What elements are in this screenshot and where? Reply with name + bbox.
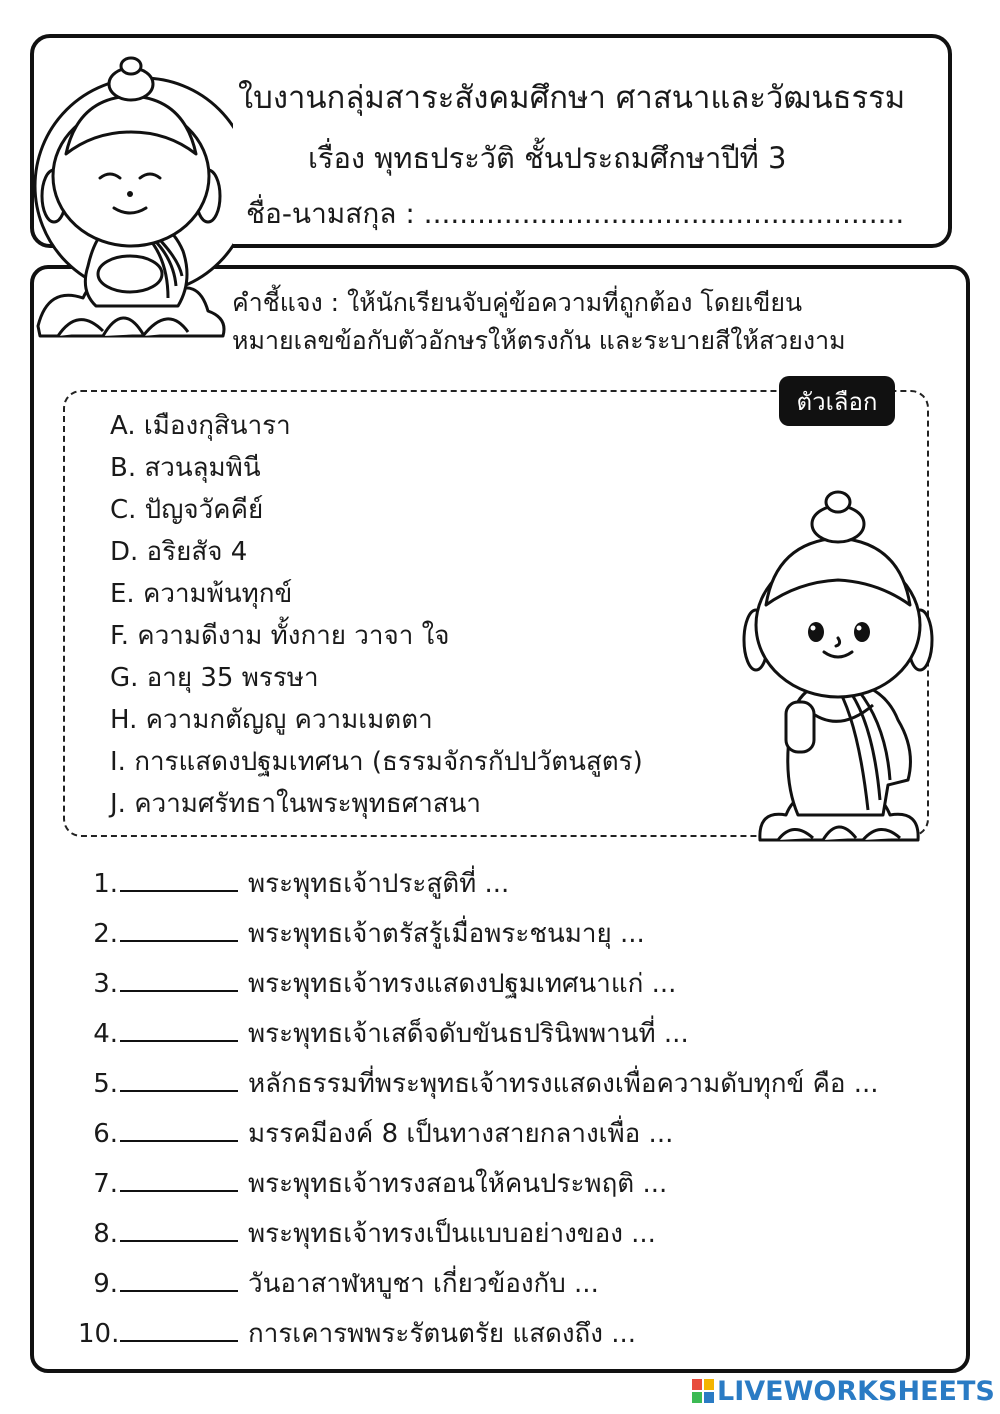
option-i: I. การแสดงปฐมเทศนา (ธรรมจักรกัปปวัตนสูตร) bbox=[110, 747, 643, 777]
option-d: D. อริยสัจ 4 bbox=[110, 537, 248, 567]
standing-monk-illustration bbox=[738, 480, 938, 860]
liveworksheets-brand bbox=[692, 1374, 995, 1408]
question-1 bbox=[78, 864, 509, 904]
option-c: C. ปัญจวัคคีย์ bbox=[110, 495, 264, 525]
question-text: พระพุทธเจ้าเสด็จดับขันธปรินิพพานที่ ... bbox=[248, 1019, 689, 1049]
question-number: 10. bbox=[78, 1319, 120, 1349]
question-4 bbox=[78, 1014, 689, 1054]
worksheet-subtitle: เรื่อง พุทธประวัติ ชั้นประถมศึกษาปีที่ 3 bbox=[308, 141, 787, 175]
question-3 bbox=[78, 964, 676, 1004]
question-10 bbox=[78, 1314, 636, 1354]
options-badge: ตัวเลือก bbox=[779, 376, 895, 426]
question-text: มรรคมีองค์ 8 เป็นทางสายกลางเพื่อ ... bbox=[248, 1119, 674, 1149]
question-5 bbox=[78, 1064, 879, 1104]
name-field-label: ชื่อ-นามสกุล : ...................................................... bbox=[246, 197, 905, 230]
answer-blank[interactable] bbox=[120, 1114, 238, 1142]
question-number: 3. bbox=[93, 969, 118, 999]
answer-blank[interactable] bbox=[120, 864, 238, 892]
question-text: พระพุทธเจ้าตรัสรู้เมื่อพระชนมายุ ... bbox=[248, 919, 645, 949]
answer-blank[interactable] bbox=[120, 1064, 238, 1092]
option-b: B. สวนลุมพินี bbox=[110, 453, 261, 483]
question-8 bbox=[78, 1214, 656, 1254]
answer-blank[interactable] bbox=[120, 914, 238, 942]
worksheet-title: ใบงานกลุ่มสาระสังคมศึกษา ศาสนาและวัฒนธรรม bbox=[238, 80, 906, 116]
question-number: 5. bbox=[93, 1069, 118, 1099]
option-a: A. เมืองกุสินารา bbox=[110, 411, 291, 441]
liveworksheets-logo-icon bbox=[692, 1379, 714, 1403]
answer-blank[interactable] bbox=[120, 1314, 238, 1342]
question-text: วันอาสาฬหบูชา เกี่ยวข้องกับ ... bbox=[248, 1269, 599, 1299]
answer-blank[interactable] bbox=[120, 1214, 238, 1242]
question-6 bbox=[78, 1114, 673, 1154]
question-2 bbox=[78, 914, 645, 954]
question-number: 4. bbox=[93, 1019, 118, 1049]
question-text: พระพุทธเจ้าทรงแสดงปฐมเทศนาแก่ ... bbox=[248, 969, 677, 999]
question-text: พระพุทธเจ้าทรงเป็นแบบอย่างของ ... bbox=[248, 1219, 656, 1249]
brand-name: LIVEWORKSHEETS bbox=[717, 1375, 995, 1407]
question-text: หลักธรรมที่พระพุทธเจ้าทรงแสดงเพื่อความดับทุกข์ คือ ... bbox=[248, 1069, 879, 1099]
answer-blank[interactable] bbox=[120, 1264, 238, 1292]
seated-monk-illustration bbox=[18, 36, 233, 356]
question-9 bbox=[78, 1264, 599, 1304]
answer-blank[interactable] bbox=[120, 1014, 238, 1042]
question-number: 9. bbox=[93, 1269, 118, 1299]
answer-blank[interactable] bbox=[120, 1164, 238, 1192]
question-number: 6. bbox=[93, 1119, 118, 1149]
question-text: พระพุทธเจ้าทรงสอนให้คนประพฤติ ... bbox=[248, 1169, 668, 1199]
option-e: E. ความพ้นทุกข์ bbox=[110, 579, 293, 609]
option-g: G. อายุ 35 พรรษา bbox=[110, 663, 319, 693]
question-number: 1. bbox=[93, 869, 118, 899]
answer-blank[interactable] bbox=[120, 964, 238, 992]
question-text: การเคารพพระรัตนตรัย แสดงถึง ... bbox=[248, 1319, 637, 1349]
question-7 bbox=[78, 1164, 667, 1204]
question-number: 7. bbox=[93, 1169, 118, 1199]
question-text: พระพุทธเจ้าประสูติที่ ... bbox=[248, 869, 510, 899]
option-j: J. ความศรัทธาในพระพุทธศาสนา bbox=[110, 789, 482, 819]
question-number: 8. bbox=[93, 1219, 118, 1249]
option-f: F. ความดีงาม ทั้งกาย วาจา ใจ bbox=[110, 621, 450, 651]
question-number: 2. bbox=[93, 919, 118, 949]
option-h: H. ความกตัญญู ความเมตตา bbox=[110, 705, 433, 735]
instructions-line-1: คำชี้แจง : ให้นักเรียนจับคู่ข้อความที่ถูกต้อง โดยเขียน bbox=[232, 288, 803, 317]
instructions-line-2: หมายเลขข้อกับตัวอักษรให้ตรงกัน และระบายสีให้สวยงาม bbox=[232, 326, 846, 355]
